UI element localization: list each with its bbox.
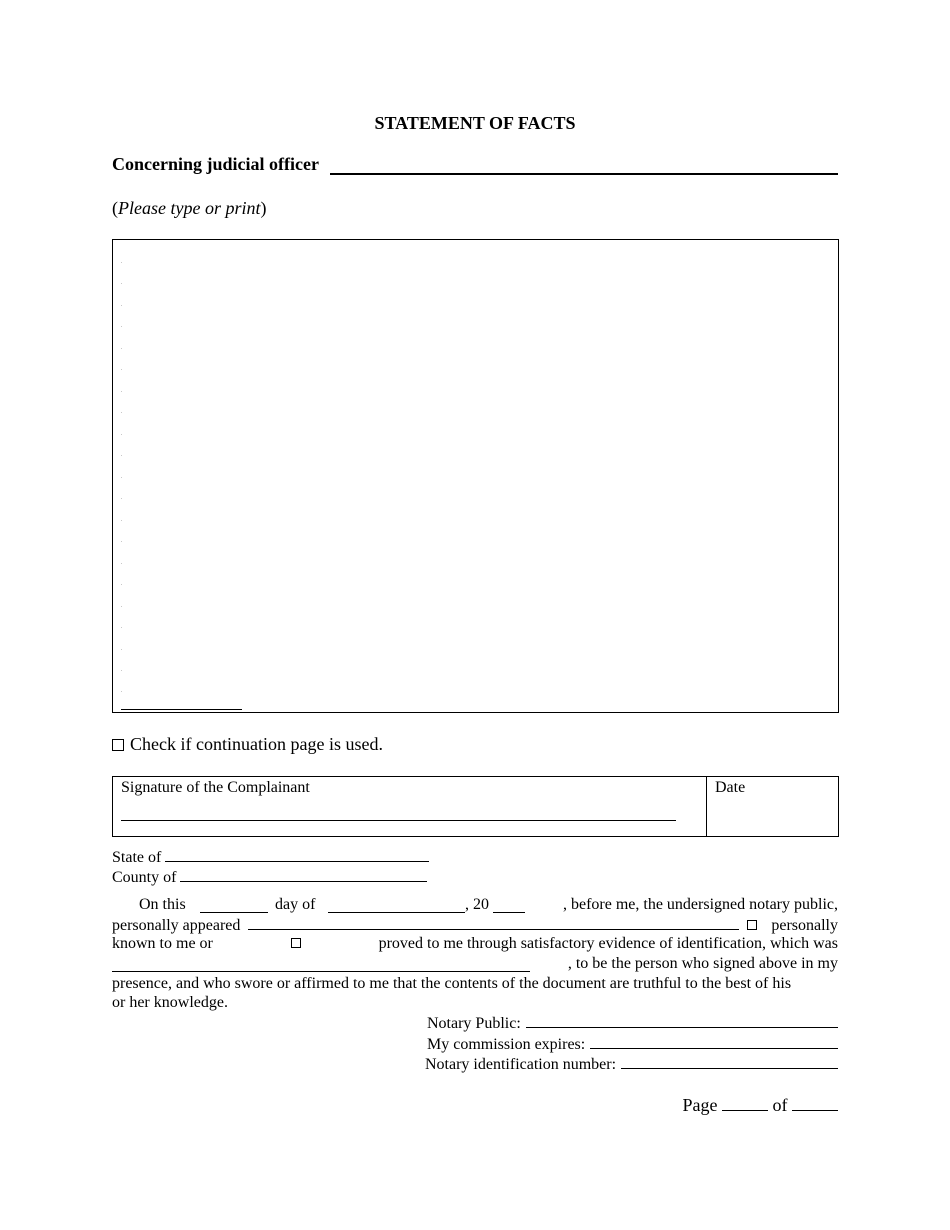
type-or-print-instruction: [112, 198, 266, 219]
of-label: of: [772, 1095, 788, 1115]
paragraph-line-3: [112, 934, 838, 954]
page-number-field[interactable]: [722, 1094, 768, 1111]
commission-expires-label: My commission expires:: [427, 1035, 586, 1053]
to-be-person-text: , to be the person who signed above in my: [567, 955, 838, 973]
line-marker: [121, 649, 122, 650]
notary-id-field[interactable]: [621, 1054, 838, 1069]
proved-text: proved to me through satisfactory evidence of identification, which was: [378, 935, 838, 953]
day-of-text: day of: [275, 896, 316, 913]
line-marker: [121, 262, 122, 263]
notary-acknowledgment-paragraph: [112, 895, 838, 1013]
judicial-officer-row: [112, 154, 838, 178]
known-to-me-text: known to me or: [112, 935, 213, 953]
line-marker: [121, 520, 122, 521]
paragraph-line-2: [112, 915, 838, 935]
date-label: Date: [715, 779, 746, 796]
instruction-close-paren: ): [260, 198, 267, 218]
statement-text-area[interactable]: [112, 239, 839, 713]
paragraph-line-1: [112, 895, 838, 915]
line-marker: [121, 412, 122, 413]
on-this-text: On this: [139, 896, 186, 913]
page-label: Page: [682, 1095, 718, 1115]
line-marker: [121, 305, 122, 306]
line-marker: [121, 627, 122, 628]
state-label: State of: [112, 849, 162, 866]
proved-identification-checkbox[interactable]: [291, 938, 301, 948]
statement-stub-line: [121, 709, 242, 710]
notary-public-label: Notary Public:: [427, 1015, 521, 1032]
identification-evidence-field[interactable]: [112, 956, 530, 972]
line-marker: [121, 477, 122, 478]
commission-expires-row: [425, 1034, 838, 1055]
notary-public-row: [425, 1013, 838, 1034]
line-marker: [121, 606, 122, 607]
personally-known-checkbox[interactable]: [747, 920, 757, 930]
date-cell[interactable]: [706, 777, 839, 836]
state-field[interactable]: [165, 846, 429, 862]
line-marker: [121, 326, 122, 327]
county-label: County of: [112, 869, 177, 886]
page-numbering: [683, 1094, 839, 1116]
complainant-signature-label: Signature of the Complainant: [121, 779, 310, 796]
line-marker: [121, 498, 122, 499]
paragraph-line-6: [112, 993, 838, 1013]
personally-appeared-text: personally appeared: [112, 916, 241, 934]
complainant-signature-field[interactable]: [121, 820, 676, 821]
notary-id-label: Notary identification number:: [425, 1056, 617, 1074]
notary-block: [425, 1013, 838, 1075]
paragraph-line-4: [112, 954, 838, 974]
paragraph-line-5: [112, 974, 838, 994]
notary-public-field[interactable]: [526, 1013, 838, 1028]
presence-text: presence, and who swore or affirmed to me that the contents of the document are truthful to the best of his: [112, 974, 792, 992]
continuation-row: [112, 734, 383, 755]
month-field[interactable]: [328, 897, 465, 913]
county-field[interactable]: [180, 866, 427, 882]
before-me-text: , before me, the undersigned notary public,: [562, 896, 838, 913]
document-title: STATEMENT OF FACTS: [374, 113, 576, 133]
personally-text: personally: [771, 916, 838, 934]
commission-expires-field[interactable]: [590, 1034, 838, 1049]
instruction-open-paren: (: [112, 198, 118, 218]
year-field[interactable]: [493, 897, 525, 913]
day-field[interactable]: [200, 897, 268, 913]
year-prefix-text: , 20: [465, 896, 489, 913]
knowledge-text: or her knowledge.: [112, 994, 228, 1012]
judicial-officer-label: Concerning judicial officer: [112, 154, 319, 174]
signature-table: [112, 776, 839, 837]
page-total-field[interactable]: [792, 1094, 838, 1111]
state-row: [112, 846, 429, 867]
continuation-checkbox[interactable]: [112, 739, 124, 751]
line-marker: [121, 584, 122, 585]
line-marker: [121, 391, 122, 392]
judicial-officer-field[interactable]: [330, 173, 838, 175]
instruction-text: Please type or print: [118, 198, 261, 218]
line-marker: [121, 563, 122, 564]
line-marker: [121, 670, 122, 671]
continuation-label: Check if continuation page is used.: [130, 734, 383, 754]
line-marker: [121, 369, 122, 370]
line-marker: [121, 691, 122, 692]
appeared-name-field[interactable]: [248, 915, 739, 930]
line-marker: [121, 348, 122, 349]
line-marker: [121, 455, 122, 456]
notary-id-row: [425, 1054, 838, 1075]
line-marker: [121, 541, 122, 542]
county-row: [112, 866, 427, 887]
line-marker: [121, 283, 122, 284]
line-marker: [121, 434, 122, 435]
